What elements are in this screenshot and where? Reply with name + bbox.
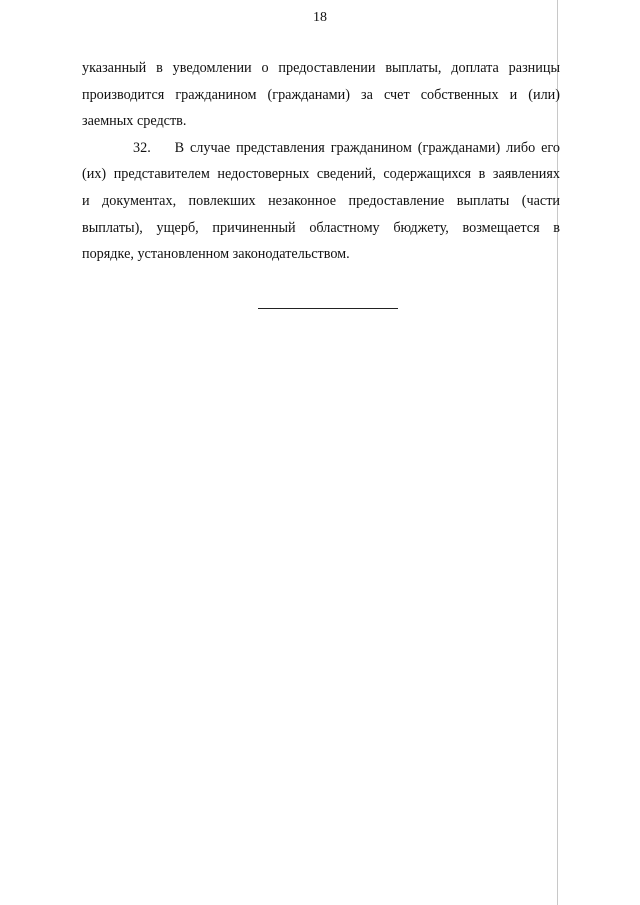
text-line: указанный в уведомлении о предоставлении выплаты, доплата разницы [82,60,560,76]
text-line: 32. В случае представления гражданином (гражданами) либо его [133,139,560,156]
text-line: и документах, повлекших незаконное предоставление выплаты (части [82,192,560,209]
page-number: 18 [313,10,327,25]
paragraph-continuation [82,55,560,135]
text-line: порядке, установленном законодательством. [82,246,350,263]
text-line: заемных средств. [82,113,187,130]
text-line: производится гражданином (гражданами) за счет собственных и (или) [82,86,560,103]
paragraph-item-32 [82,135,560,268]
text-line: выплаты), ущерб, причиненный областному бюджету, возмещается в [82,219,560,236]
document-body [82,55,560,268]
text-line: (их) представителем недостоверных сведений, содержащихся в заявлениях [82,166,560,183]
end-of-document-rule [258,308,398,309]
